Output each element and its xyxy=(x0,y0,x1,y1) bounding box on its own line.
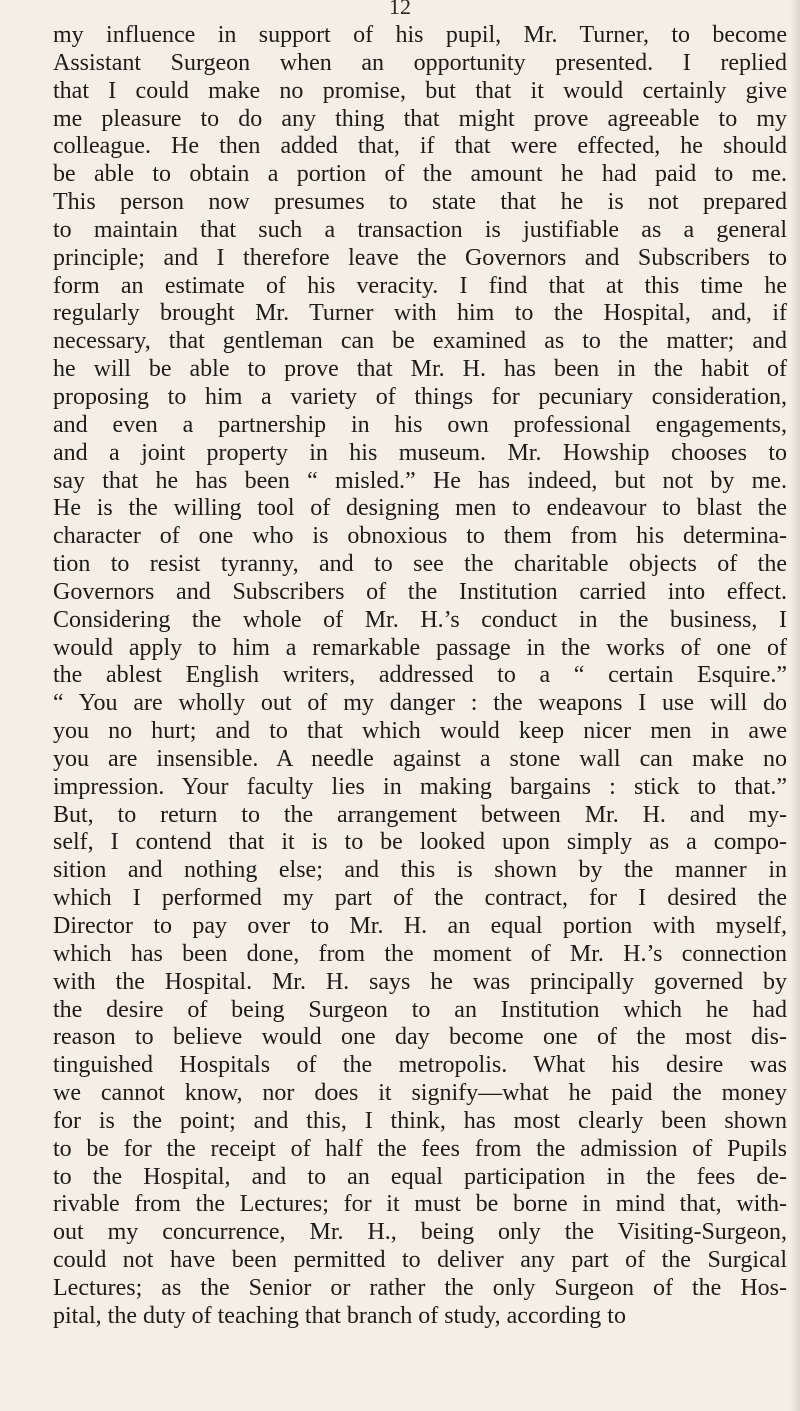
text-line: be able to obtain a portion of the amount he had paid to me. xyxy=(53,161,787,188)
text-line: say that he has been “ misled.” He has indeed, but not by me. xyxy=(53,467,787,494)
text-line: and a joint property in his museum. Mr. Howship chooses to xyxy=(53,439,787,466)
text-line: tion to resist tyranny, and to see the charitable objects of the xyxy=(53,551,787,578)
text-line: you are insensible. A needle against a stone wall can make no xyxy=(53,745,787,772)
text-line: that I could make no promise, but that it would certainly give xyxy=(53,77,787,104)
text-line: This person now presumes to state that he is not prepared xyxy=(53,189,787,216)
text-line: and even a partnership in his own professional engagements, xyxy=(53,411,787,438)
text-line: impression. Your faculty lies in making bargains : stick to that.” xyxy=(53,773,787,800)
text-line: to the Hospital, and to an equal participation in the fees de- xyxy=(53,1163,787,1190)
text-line: you no hurt; and to that which would keep nicer men in awe xyxy=(53,718,787,745)
text-line: with the Hospital. Mr. H. says he was principally governed by xyxy=(53,968,787,995)
text-line: could not have been permitted to deliver any part of the Surgical xyxy=(53,1247,787,1274)
text-line: sition and nothing else; and this is shown by the manner in xyxy=(53,857,787,884)
text-line: for is the point; and this, I think, has most clearly been shown xyxy=(53,1107,787,1134)
text-line: would apply to him a remarkable passage in the works of one of xyxy=(53,634,787,661)
text-line: the ablest English writers, addressed to a “ certain Esquire.” xyxy=(53,662,787,689)
text-line: reason to believe would one day become one of the most dis- xyxy=(53,1024,787,1051)
text-line: form an estimate of his veracity. I find that at this time he xyxy=(53,272,787,299)
text-line: “ You are wholly out of my danger : the weapons I use will do xyxy=(53,690,787,717)
text-line: Lectures; as the Senior or rather the only Surgeon of the Hos- xyxy=(53,1274,787,1301)
text-line: the desire of being Surgeon to an Institution which he had xyxy=(53,996,787,1023)
text-line: But, to return to the arrangement between Mr. H. and my- xyxy=(53,801,787,828)
page-number: 12 xyxy=(389,0,411,19)
text-line: He is the willing tool of designing men to endeavour to blast the xyxy=(53,495,787,522)
text-line: self, I contend that it is to be looked upon simply as a compo- xyxy=(53,829,787,856)
text-line: my influence in support of his pupil, Mr. Turner, to become xyxy=(53,22,787,48)
text-line: proposing to him a variety of things for pecuniary consideration, xyxy=(53,383,787,410)
text-line: tinguished Hospitals of the metropolis. What his desire was xyxy=(53,1052,787,1079)
text-line: which I performed my part of the contract, for I desired the xyxy=(53,885,787,912)
text-line: Considering the whole of Mr. H.’s conduct in the business, I xyxy=(53,606,787,633)
text-line: necessary, that gentleman can be examined as to the matter; and xyxy=(53,328,787,355)
text-line: Governors and Subscribers of the Institution carried into effect. xyxy=(53,578,787,605)
text-line: Director to pay over to Mr. H. an equal portion with myself, xyxy=(53,913,787,939)
text-line: character of one who is obnoxious to them from his determina- xyxy=(53,523,787,550)
text-line: to be for the receipt of half the fees from the admission of Pupils xyxy=(53,1135,787,1162)
text-line: rivable from the Lectures; for it must be borne in mind that, with- xyxy=(53,1191,787,1218)
body-text xyxy=(53,22,787,1331)
text-line: Assistant Surgeon when an opportunity presented. I replied xyxy=(53,49,787,76)
text-line: to maintain that such a transaction is justifiable as a general xyxy=(53,216,787,243)
text-line: he will be able to prove that Mr. H. has been in the habit of xyxy=(53,356,787,383)
text-line: pital, the duty of teaching that branch of study, according to xyxy=(53,1302,626,1329)
text-line: colleague. He then added that, if that were effected, he should xyxy=(53,133,787,160)
text-line: principle; and I therefore leave the Governors and Subscribers to xyxy=(53,244,787,271)
text-line: which has been done, from the moment of Mr. H.’s connection xyxy=(53,940,787,967)
text-line: we cannot know, nor does it signify—what he paid the money xyxy=(53,1080,787,1107)
text-line: regularly brought Mr. Turner with him to the Hospital, and, if xyxy=(53,300,787,327)
text-line: out my concurrence, Mr. H., being only the Visiting-Surgeon, xyxy=(53,1219,787,1246)
page-edge-shadow xyxy=(790,0,800,1411)
text-line: me pleasure to do any thing that might prove agreeable to my xyxy=(53,105,787,132)
